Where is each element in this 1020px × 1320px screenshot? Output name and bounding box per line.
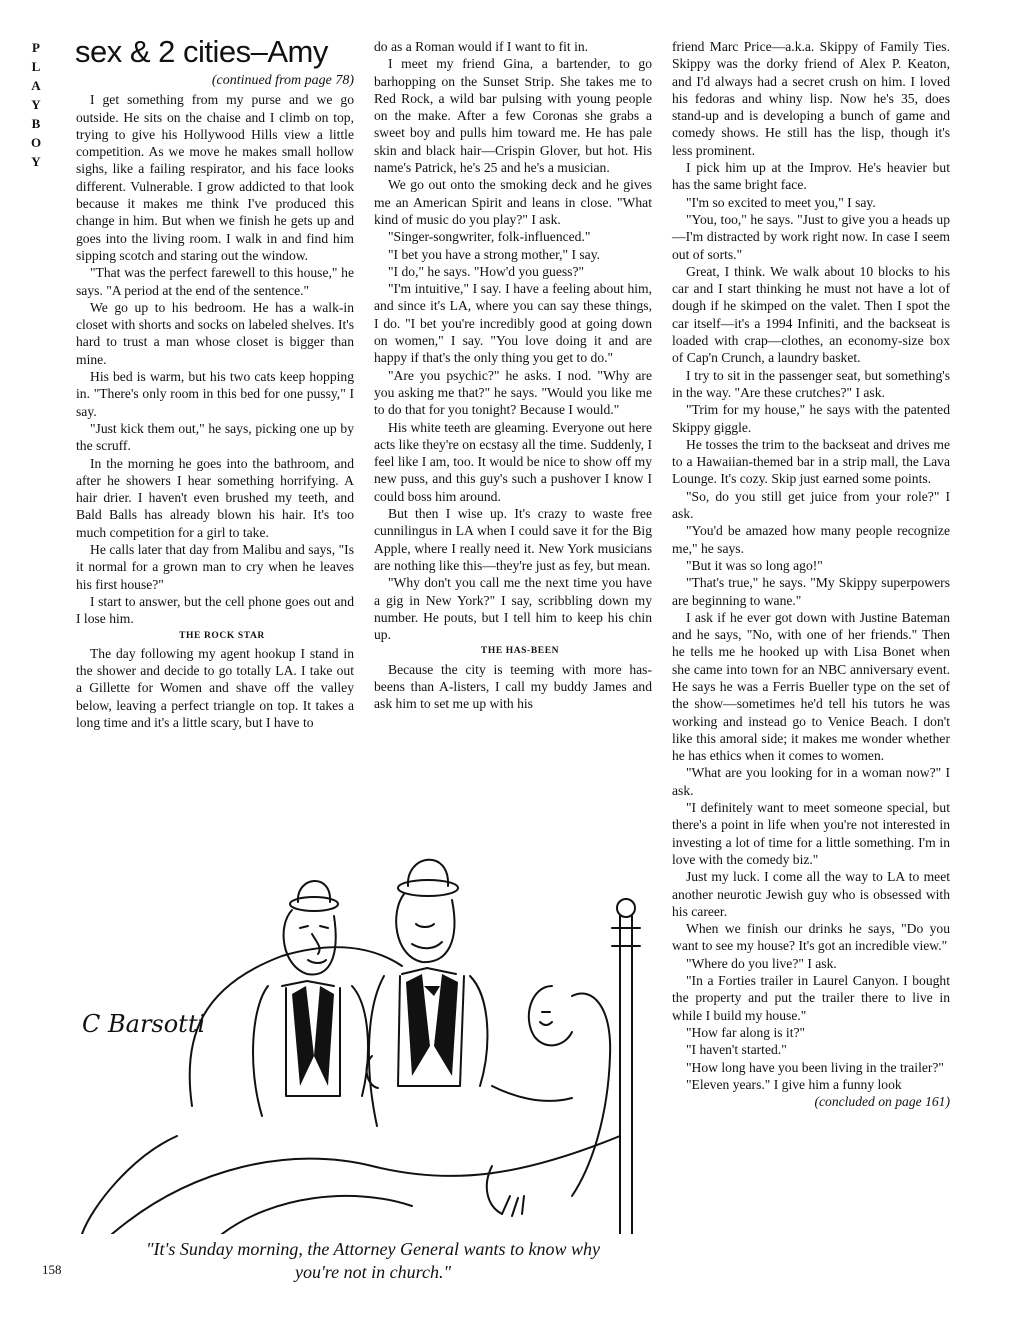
- paragraph: "Just kick them out," he says, picking one up by the scruff.: [76, 420, 354, 454]
- paragraph: friend Marc Price—a.k.a. Skippy of Family Ties. Skippy was the dorky friend of Alex P. Keaton, and I'd always had a secret crush on him. I loved his fedoras and whiny lisp. Now he's 35, does stand-up and is developing a bunch of game and comedy shows. He still has the lisp, though it's less prominent.: [672, 39, 950, 158]
- paragraph: I get something from my purse and we go outside. He sits on the chaise and I climb on top, trying to give his Hollywood Hills view a little competition. As we move he makes small hollow sighs, like a failing respirator, and his face looks different. Vulnerable. I grow addicted to that look because it makes me think I've produced this change in him. But when we finish he gets up and goes into the living room. I walk in and find him sipping scotch and staring out the window.: [76, 92, 354, 263]
- column-2: [374, 38, 652, 713]
- paragraph: "Are you psychic?" he asks. I nod. "Why are you asking me that?" he says. "Would you like me to do that for you tonight? Because I would.": [374, 367, 652, 418]
- paragraph: "That was the perfect farewell to this house," he says. "A period at the end of the sentence.": [76, 265, 354, 298]
- paragraph: Because the city is teeming with more has-beens than A-listers, I call my buddy James and ask him to set me up with his: [374, 661, 652, 712]
- paragraph: "Singer-songwriter, folk-influenced.": [388, 229, 591, 245]
- paragraph: Great, I think. We walk about 10 blocks to his car and I start thinking he must not have a lot of dough if he skimped on the valet. Then I spot the car itself—it's a 1994 Infiniti, and the backseat is loaded with crap—clothes, an economy-size box of Cap'n Crunch, a laundry basket.: [672, 263, 950, 366]
- cartoon-caption-line-2: you're not in church.": [294, 1262, 452, 1282]
- continued-from-note: (continued from page 78): [211, 73, 354, 88]
- paragraph: "That's true," he says. "My Skippy superpowers are beginning to wane.": [672, 575, 950, 608]
- paragraph: "I'm intuitive," I say. I have a feeling about him, and since it's LA, where you can say these things, I do. "I bet you're incredibly good at going down on women," I say. "You love doing it and are happy if that's the only thing you get to do.": [374, 281, 652, 366]
- paragraph: "How long have you been living in the trailer?": [686, 1059, 944, 1075]
- paragraph: "What are you looking for in a woman now?" I ask.: [672, 765, 950, 798]
- paragraph: Just my luck. I come all the way to LA to meet another neurotic Jewish guy who is obsessed with his career.: [672, 869, 950, 919]
- paragraph: He calls later that day from Malibu and says, "Is it normal for a grown man to cry when he leaves his first house?": [76, 542, 354, 592]
- paragraph: "How far along is it?": [686, 1024, 806, 1040]
- paragraph: "So, do you still get juice from your role?" I ask.: [672, 488, 950, 522]
- paragraph: "I bet you have a strong mother," I say.: [388, 246, 601, 262]
- cartoon-caption-line-1: "It's Sunday morning, the Attorney General wants to know why: [145, 1239, 601, 1259]
- article-headline: sex & 2 cities–Amy: [75, 34, 328, 69]
- column-3: [672, 38, 950, 1110]
- paragraph: We go up to his bedroom. He has a walk-in closet with shorts and socks on labeled shelves. It's hard to trust a man whose closet is bigger than mine.: [76, 299, 354, 367]
- magazine-vertical-title: P L A Y B O Y: [30, 40, 42, 169]
- paragraph: I start to answer, but the cell phone goes out and I lose him.: [76, 593, 354, 627]
- paragraph: "I'm so excited to meet you," I say.: [686, 194, 876, 210]
- paragraph: I ask if he ever got down with Justine Bateman and he says, "No, with one of her friends." Then he tells me he hooked up with Lisa Bonet when she came into town for an NBC anniversary event. He says he was a Ferris Bueller type on the set of the show—sometimes he'd tell his tutors he was working and instead go to Venice Beach. I don't like this amoral side; it makes me wonder whether he has ethics when it comes to women.: [672, 609, 950, 764]
- paragraph: I pick him up at the Improv. He's heavier but has the same bright face.: [672, 160, 950, 193]
- paragraph: "But it was so long ago!": [686, 557, 823, 573]
- paragraph: "Trim for my house," he says with the patented Skippy giggle.: [672, 402, 950, 435]
- paragraph: I meet my friend Gina, a bartender, to go barhopping on the Sunset Strip. She takes me to Red Rock, a wild bar pulsing with young people on the make. After a few Coronas she grabs a sweet boy and pulls him toward me. He has pale skin and black hair—Crispin Glover, but hot. His name's Patrick, he's 25 and he's a musician.: [374, 56, 652, 176]
- column-1: [76, 72, 354, 731]
- paragraph: "Where do you live?" I ask.: [686, 955, 837, 971]
- paragraph: We go out onto the smoking deck and he gives me an American Spirit and leans in close. "What kind of music do you play?" I ask.: [374, 177, 652, 227]
- paragraph: "You'd be amazed how many people recognize me," he says.: [672, 523, 950, 556]
- paragraph: But then I wise up. It's crazy to waste free cunnilingus in LA when I could save it for the Big Apple, where I really need it. New York musicians are nothing like this—they're just as fey, but mean.: [374, 506, 652, 573]
- section-subhead: THE HAS-BEEN: [480, 646, 560, 657]
- paragraph: His bed is warm, but his two cats keep hopping in. "There's only room in this bed for one pussy," I say.: [76, 369, 354, 419]
- cartoon-illustration: [72, 836, 662, 1234]
- paragraph: I try to sit in the passenger seat, but something's in the way. "Are these crutches?" I ask.: [672, 367, 950, 400]
- cartoon-caption: [78, 1238, 668, 1284]
- cartoonist-signature: C Barsotti: [82, 1010, 206, 1038]
- page-number: 158: [42, 1262, 62, 1277]
- paragraph: do as a Roman would if I want to fit in.: [374, 39, 589, 54]
- concluded-on-note: (concluded on page 161): [814, 1094, 950, 1110]
- paragraph: "Eleven years." I give him a funny look: [686, 1076, 902, 1092]
- paragraph: "Why don't you call me the next time you have a gig in New York?" I say, scribbling down my number. He pouts, but I tell him to keep his chin up.: [374, 575, 652, 643]
- paragraph: In the morning he goes into the bathroom, and after he showers I hear something horrifying. A hair drier. I haven't even brushed my teeth, and Bald Balls has already blown his hair. It's too much competition for a girl to take.: [76, 455, 354, 540]
- paragraph: "I do," he says. "How'd you guess?": [388, 263, 585, 279]
- paragraph: "In a Forties trailer in Laurel Canyon. I bought the property and put the trailer there to live in while I build my house.": [672, 973, 950, 1023]
- paragraph: When we finish our drinks he says, "Do you want to see my house? It's got an incredible view.": [672, 921, 950, 954]
- paragraph: "I definitely want to meet someone special, but there's a point in life when you're not interested in investing a lot of time for a little something. I'm in love with the comedy biz.": [672, 800, 950, 867]
- section-subhead: THE ROCK STAR: [179, 630, 265, 641]
- paragraph: His white teeth are gleaming. Everyone out here acts like they're on ecstasy all the time. Suddenly, I feel like I am, too. It would be nice to show off my new puss, and this guy's such a pushover I know I could boss him around.: [374, 419, 652, 504]
- paragraph: The day following my agent hookup I stand in the shower and decide to go totally LA. I take out a Gillette for Women and shave off the valley below, leaving a perfect triangle on top. It takes a long time and it's a little scary, but I have to: [76, 645, 354, 730]
- paragraph: He tosses the trim to the backseat and drives me to a Hawaiian-themed bar in a strip mall, the Lava Lounge. It's cozy. Skip just earned some points.: [672, 436, 950, 487]
- paragraph: "You, too," he says. "Just to give you a heads up—I'm distracted by work right now. In case I seem out of sorts.": [672, 211, 950, 262]
- paragraph: "I haven't started.": [686, 1042, 787, 1058]
